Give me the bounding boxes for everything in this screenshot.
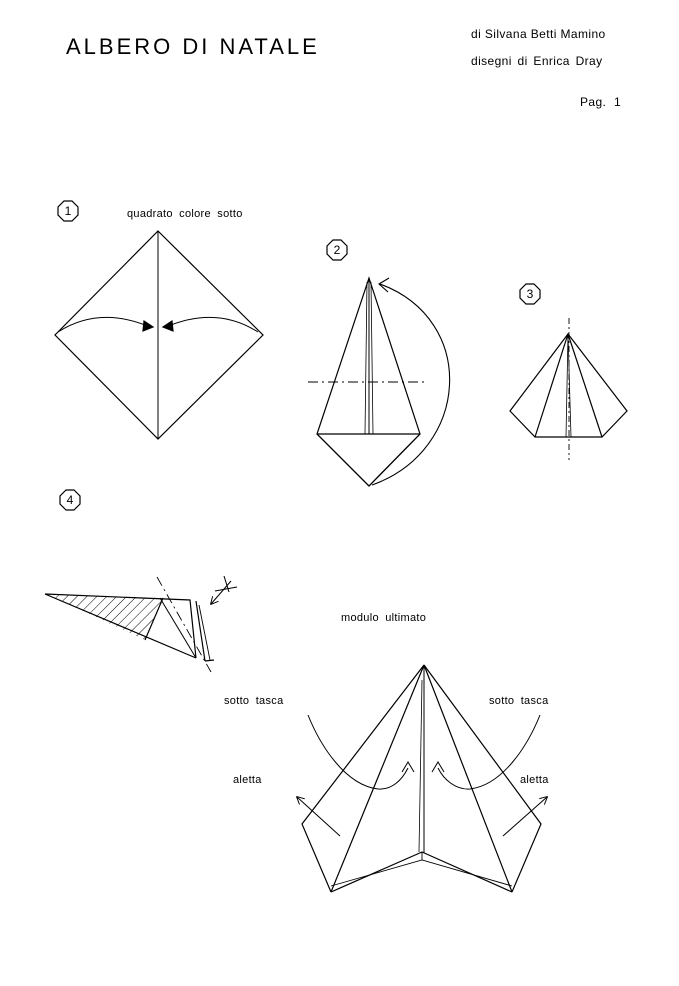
step-3-shape: [510, 318, 627, 460]
pocket-label-left: sotto tasca: [224, 695, 284, 707]
drawings-credit: disegni di Enrica Dray: [471, 54, 603, 68]
page-number: Pag. 1: [580, 95, 622, 109]
final-module-title: modulo ultimato: [341, 612, 427, 624]
step-4-shape: [45, 576, 237, 672]
step-4-number: 4: [66, 493, 74, 507]
step-1-number: 1: [64, 204, 72, 218]
step-2-number: 2: [333, 243, 341, 257]
flap-label-left: aletta: [233, 774, 262, 786]
final-module: [297, 665, 547, 892]
author-credit: di Silvana Betti Mamino: [471, 27, 606, 41]
step-1-label: quadrato colore sotto: [127, 208, 243, 220]
page-title: ALBERO DI NATALE: [66, 34, 320, 59]
step-1-square: [55, 231, 263, 439]
pocket-label-right: sotto tasca: [489, 695, 549, 707]
step-3-number: 3: [526, 287, 534, 301]
step-2-kite: [308, 278, 450, 486]
flap-label-right: aletta: [520, 774, 549, 786]
